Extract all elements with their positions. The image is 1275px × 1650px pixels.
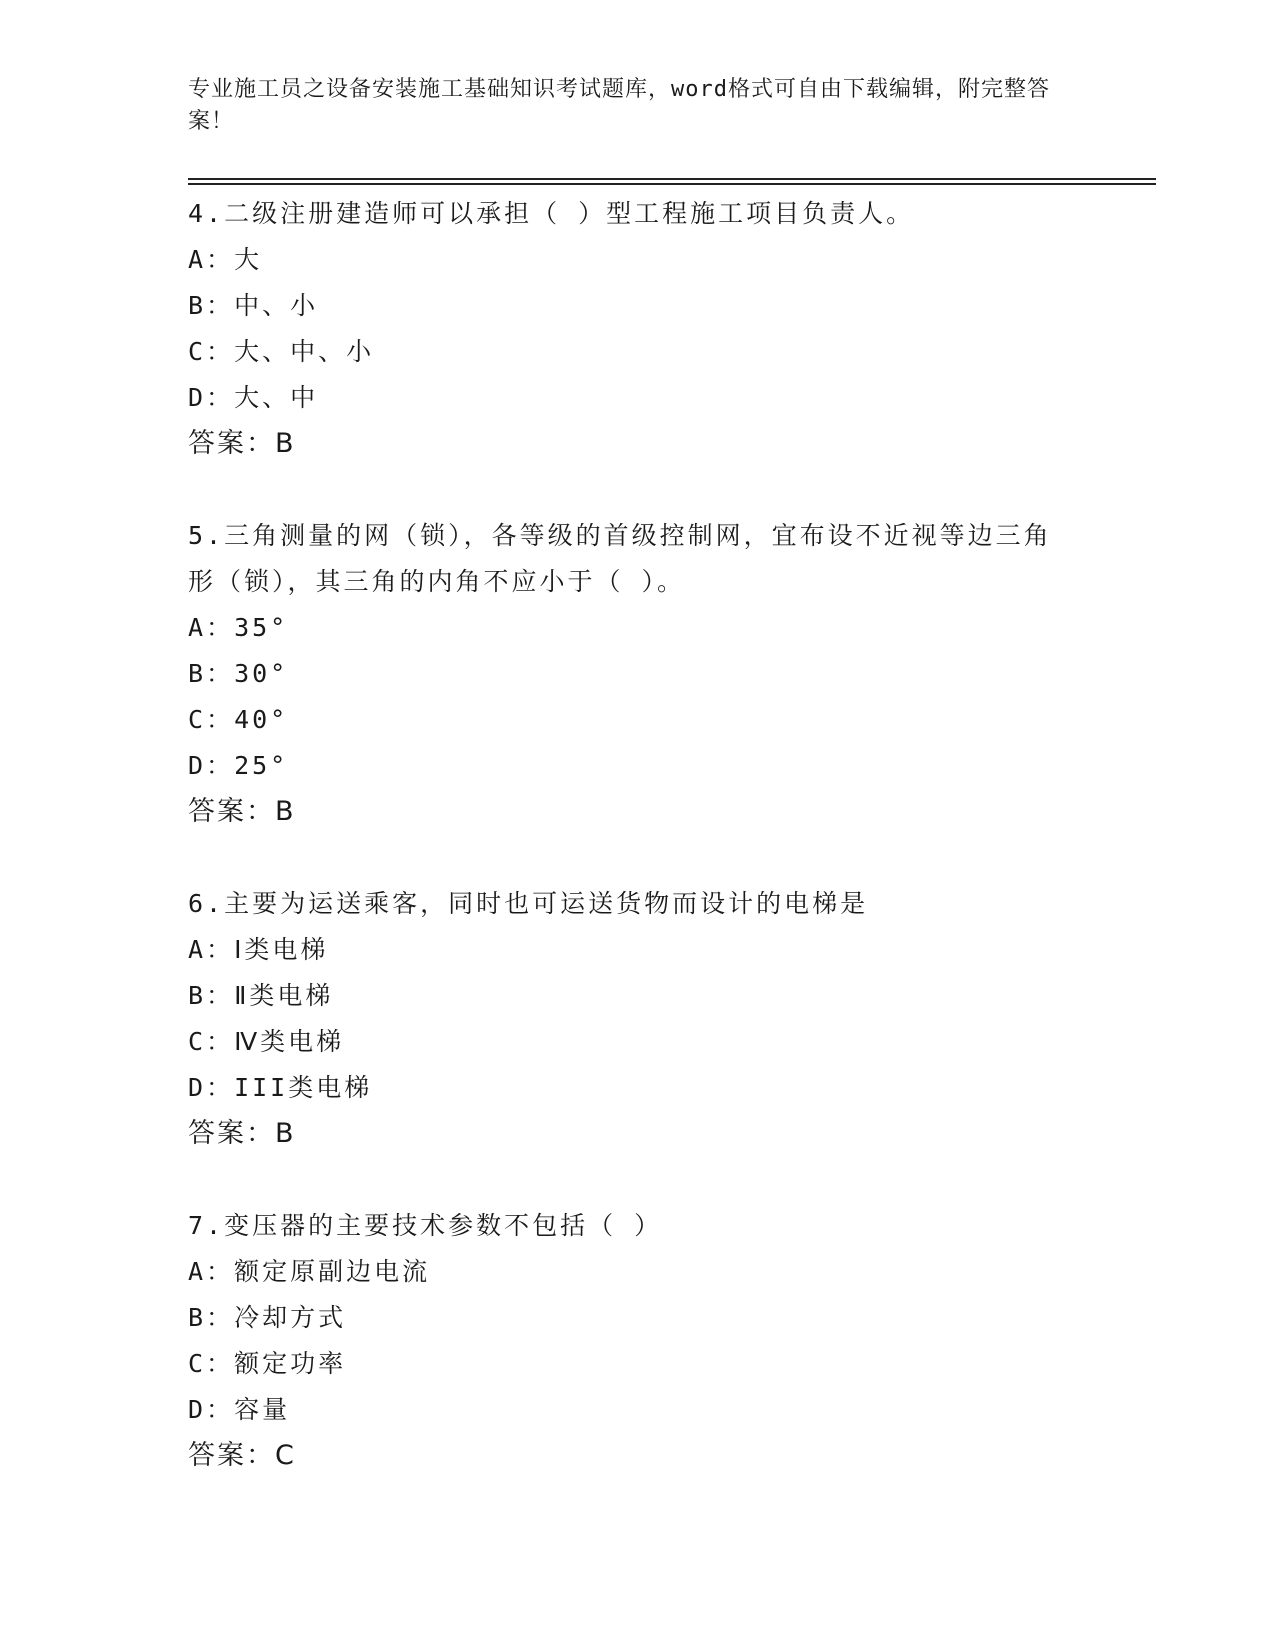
option-text: Ⅱ类电梯 (234, 981, 334, 1010)
option-text: 冷却方式 (234, 1303, 347, 1332)
question-stem: 7.变压器的主要技术参数不包括（ ） (188, 1211, 663, 1240)
option-text: 30° (234, 659, 289, 688)
option-a (188, 927, 1068, 973)
document-header: 专业施工员之设备安装施工基础知识考试题库，word格式可自由下载编辑，附完整答案！ (188, 77, 1050, 134)
option-letter: D： (188, 383, 235, 412)
question-stem: 6.主要为运送乘客，同时也可运送货物而设计的电梯是 (188, 889, 869, 918)
option-c (188, 1341, 1068, 1387)
option-text: 中、小 (234, 291, 319, 320)
option-d (188, 1065, 1068, 1111)
option-text: 35° (234, 613, 289, 642)
question-7 (188, 1203, 1068, 1479)
option-c (188, 1019, 1068, 1065)
option-text: 大 (234, 245, 263, 274)
option-d (188, 1387, 1068, 1433)
option-letter: C： (188, 337, 235, 366)
header-divider-top (188, 178, 1156, 180)
option-text: 额定功率 (234, 1349, 347, 1378)
question-list (188, 191, 1068, 1525)
option-letter: A： (188, 1257, 235, 1286)
question-stem: 5.三角测量的网（锁），各等级的首级控制网，宜布设不近视等边三角形（锁），其三角的内角不应小于（ ）。 (188, 521, 1052, 596)
option-letter: D： (188, 751, 235, 780)
option-b (188, 651, 1068, 697)
question-5 (188, 513, 1068, 835)
option-letter: C： (188, 1349, 235, 1378)
option-b (188, 1295, 1068, 1341)
option-b (188, 283, 1068, 329)
header-divider-bottom (188, 183, 1156, 185)
option-letter: D： (188, 1395, 235, 1424)
option-text: Ⅳ类电梯 (234, 1027, 345, 1056)
option-a (188, 605, 1068, 651)
option-letter: C： (188, 1027, 235, 1056)
option-d (188, 375, 1068, 421)
answer-line: 答案：C (188, 1440, 296, 1471)
option-letter: A： (188, 245, 235, 274)
option-text: 40° (234, 705, 289, 734)
option-text: Ⅰ类电梯 (234, 935, 329, 964)
option-text: 大、中 (234, 383, 319, 412)
option-letter: A： (188, 613, 235, 642)
option-c (188, 329, 1068, 375)
option-a (188, 237, 1068, 283)
option-text: III类电梯 (234, 1073, 373, 1102)
question-6 (188, 881, 1068, 1157)
question-4 (188, 191, 1068, 467)
option-letter: A： (188, 935, 235, 964)
option-text: 额定原副边电流 (234, 1257, 431, 1286)
option-letter: C： (188, 705, 235, 734)
option-letter: B： (188, 981, 235, 1010)
option-text: 大、中、小 (234, 337, 375, 366)
option-letter: B： (188, 659, 235, 688)
answer-line: 答案：B (188, 1118, 296, 1149)
option-text: 容量 (234, 1395, 291, 1424)
option-letter: D： (188, 1073, 235, 1102)
option-letter: B： (188, 1303, 235, 1332)
question-stem: 4.二级注册建造师可以承担（ ）型工程施工项目负责人。 (188, 199, 915, 228)
option-c (188, 697, 1068, 743)
answer-line: 答案：B (188, 428, 296, 459)
option-b (188, 973, 1068, 1019)
option-text: 25° (234, 751, 289, 780)
option-letter: B： (188, 291, 235, 320)
option-d (188, 743, 1068, 789)
answer-line: 答案：B (188, 796, 296, 827)
option-a (188, 1249, 1068, 1295)
